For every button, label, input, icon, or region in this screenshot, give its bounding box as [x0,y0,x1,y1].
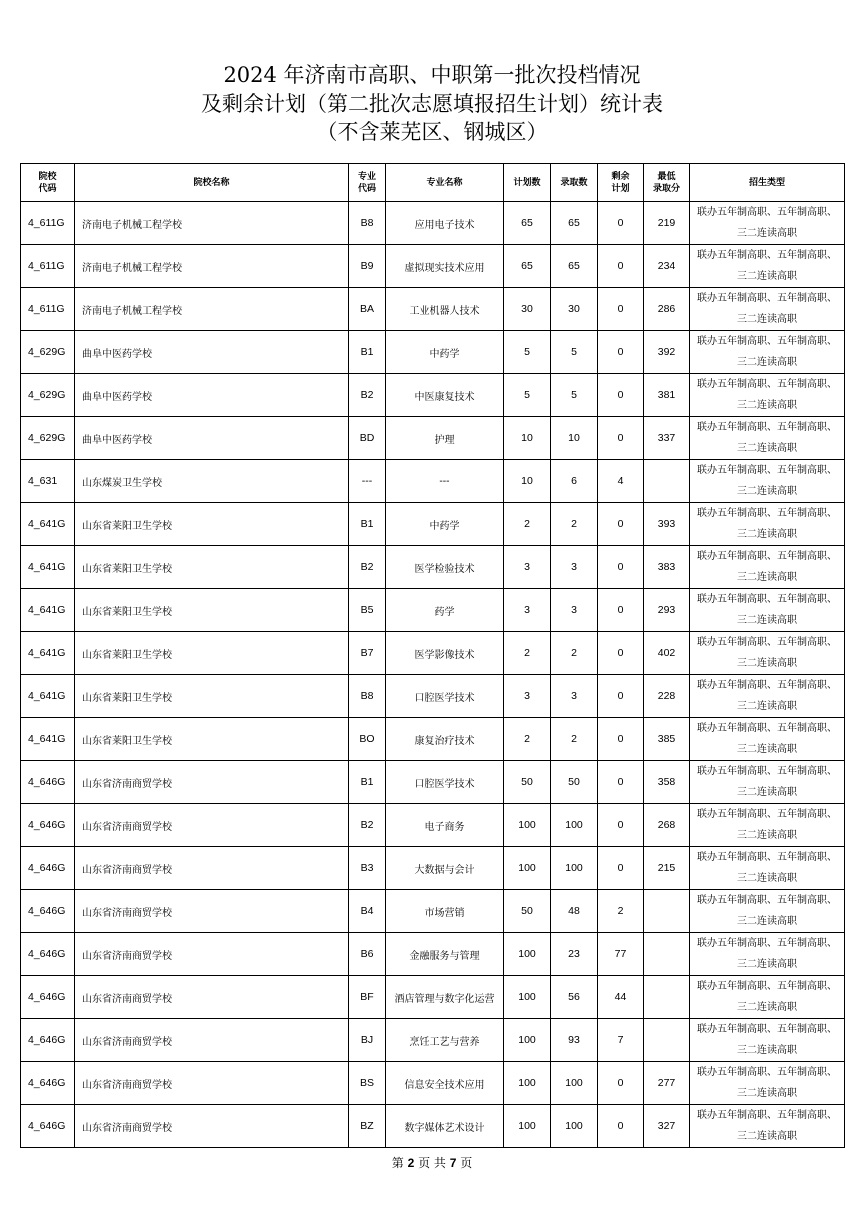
cell-school-code: 4_629G [21,374,75,417]
cell-major-name: 应用电子技术 [386,202,504,245]
cell-plan: 100 [504,1019,551,1062]
cell-min-score: 228 [644,675,690,718]
cell-major-code: BA [349,288,386,331]
cell-school-name: 山东煤炭卫生学校 [75,460,349,503]
cell-plan: 3 [504,546,551,589]
cell-type [690,245,845,288]
cell-major-name: 金融服务与管理 [386,933,504,976]
table-row [21,460,845,503]
cell-admitted: 3 [551,589,598,632]
cell-type [690,804,845,847]
cell-major-name: 大数据与会计 [386,847,504,890]
cell-admitted: 5 [551,374,598,417]
cell-type [690,374,845,417]
cell-school-code: 4_641G [21,718,75,761]
cell-type [690,761,845,804]
cell-remaining: 44 [598,976,644,1019]
type-line-1: 联办五年制高职、五年制高职、 [697,422,837,433]
type-line-2: 三二连读高职 [737,1088,797,1099]
cell-min-score: 277 [644,1062,690,1105]
cell-type [690,675,845,718]
cell-min-score: 402 [644,632,690,675]
cell-admitted: 2 [551,632,598,675]
cell-min-score: 286 [644,288,690,331]
cell-remaining: 0 [598,847,644,890]
cell-remaining: 0 [598,718,644,761]
footer-prefix: 第 [391,1156,408,1170]
cell-school-name: 济南电子机械工程学校 [75,202,349,245]
type-line-1: 联办五年制高职、五年制高职、 [697,594,837,605]
cell-major-name: 虚拟现实技术应用 [386,245,504,288]
cell-admitted: 3 [551,675,598,718]
header-school-code: 院校 代码 [21,164,75,202]
cell-school-code: 4_646G [21,1019,75,1062]
type-line-2: 三二连读高职 [737,486,797,497]
cell-school-name: 曲阜中医药学校 [75,417,349,460]
type-line-2: 三二连读高职 [737,357,797,368]
cell-school-code: 4_646G [21,976,75,1019]
cell-major-code: B2 [349,374,386,417]
type-line-1: 联办五年制高职、五年制高职、 [697,852,837,863]
table-row [21,933,845,976]
type-line-1: 联办五年制高职、五年制高职、 [697,508,837,519]
cell-plan: 50 [504,890,551,933]
cell-plan: 10 [504,417,551,460]
header-major-code: 专业 代码 [349,164,386,202]
cell-remaining: 0 [598,374,644,417]
cell-admitted: 100 [551,1105,598,1148]
cell-remaining: 4 [598,460,644,503]
cell-type [690,718,845,761]
header-min-score: 最低 录取分 [644,164,690,202]
table-row [21,761,845,804]
type-line-2: 三二连读高职 [737,615,797,626]
type-line-2: 三二连读高职 [737,400,797,411]
cell-plan: 3 [504,589,551,632]
cell-type [690,589,845,632]
cell-type [690,546,845,589]
cell-school-code: 4_641G [21,589,75,632]
cell-plan: 5 [504,331,551,374]
cell-remaining: 0 [598,546,644,589]
table-row [21,1105,845,1148]
cell-plan: 65 [504,202,551,245]
cell-plan: 100 [504,847,551,890]
cell-major-code: B4 [349,890,386,933]
cell-school-name: 山东省莱阳卫生学校 [75,718,349,761]
cell-min-score: 385 [644,718,690,761]
cell-school-code: 4_641G [21,632,75,675]
cell-type [690,933,845,976]
type-line-2: 三二连读高职 [737,314,797,325]
cell-major-name: 电子商务 [386,804,504,847]
table-row [21,245,845,288]
cell-type [690,417,845,460]
cell-min-score: 392 [644,331,690,374]
cell-school-name: 山东省济南商贸学校 [75,1019,349,1062]
cell-major-name: 中医康复技术 [386,374,504,417]
table-header-row [21,164,845,202]
cell-school-name: 济南电子机械工程学校 [75,288,349,331]
admission-table [20,163,845,1148]
cell-major-name: 医学检验技术 [386,546,504,589]
type-line-2: 三二连读高职 [737,830,797,841]
cell-major-name: 中药学 [386,503,504,546]
table-row [21,1062,845,1105]
table-row [21,331,845,374]
cell-school-code: 4_629G [21,417,75,460]
table-row [21,503,845,546]
cell-school-name: 济南电子机械工程学校 [75,245,349,288]
cell-major-name: 康复治疗技术 [386,718,504,761]
cell-major-code: B2 [349,804,386,847]
cell-admitted: 23 [551,933,598,976]
cell-major-code: B1 [349,761,386,804]
cell-type [690,288,845,331]
cell-admitted: 100 [551,804,598,847]
type-line-2: 三二连读高职 [737,959,797,970]
cell-school-name: 山东省济南商贸学校 [75,804,349,847]
cell-min-score [644,933,690,976]
footer-suffix: 页 [456,1156,473,1170]
cell-type [690,1019,845,1062]
cell-type [690,976,845,1019]
table-row [21,417,845,460]
cell-major-code: B2 [349,546,386,589]
cell-remaining: 0 [598,288,644,331]
cell-plan: 30 [504,288,551,331]
cell-remaining: 0 [598,632,644,675]
table-row [21,1019,845,1062]
type-line-2: 三二连读高职 [737,916,797,927]
cell-major-name: 信息安全技术应用 [386,1062,504,1105]
cell-school-name: 山东省济南商贸学校 [75,890,349,933]
type-line-1: 联办五年制高职、五年制高职、 [697,637,837,648]
cell-type [690,632,845,675]
cell-min-score [644,460,690,503]
type-line-1: 联办五年制高职、五年制高职、 [697,1024,837,1035]
cell-admitted: 3 [551,546,598,589]
type-line-1: 联办五年制高职、五年制高职、 [697,207,837,218]
cell-major-name: 药学 [386,589,504,632]
cell-min-score: 234 [644,245,690,288]
cell-min-score: 393 [644,503,690,546]
cell-plan: 100 [504,976,551,1019]
cell-school-name: 山东省莱阳卫生学校 [75,589,349,632]
cell-remaining: 0 [598,417,644,460]
type-line-1: 联办五年制高职、五年制高职、 [697,809,837,820]
footer-middle: 页 共 [414,1156,450,1170]
cell-major-code: BD [349,417,386,460]
cell-admitted: 65 [551,202,598,245]
cell-school-code: 4_646G [21,1105,75,1148]
cell-plan: 50 [504,761,551,804]
cell-major-code: B5 [349,589,386,632]
cell-major-code: B7 [349,632,386,675]
cell-school-name: 山东省济南商贸学校 [75,933,349,976]
cell-major-name: 市场营销 [386,890,504,933]
page-title-line-3: （不含莱芜区、钢城区） [316,120,548,144]
cell-school-code: 4_646G [21,804,75,847]
cell-major-name: 口腔医学技术 [386,675,504,718]
type-line-1: 联办五年制高职、五年制高职、 [697,1067,837,1078]
type-line-2: 三二连读高职 [737,529,797,540]
cell-remaining: 7 [598,1019,644,1062]
cell-major-code: B8 [349,202,386,245]
cell-school-name: 山东省莱阳卫生学校 [75,503,349,546]
cell-min-score: 383 [644,546,690,589]
cell-remaining: 0 [598,589,644,632]
cell-type [690,1105,845,1148]
cell-type [690,331,845,374]
cell-school-name: 山东省济南商贸学校 [75,761,349,804]
cell-major-code: BJ [349,1019,386,1062]
cell-major-code: --- [349,460,386,503]
type-line-2: 三二连读高职 [737,1002,797,1013]
cell-min-score: 268 [644,804,690,847]
table-row [21,546,845,589]
cell-admitted: 48 [551,890,598,933]
footer-page-number: 2 [407,1156,415,1170]
cell-school-code: 4_641G [21,503,75,546]
cell-plan: 2 [504,718,551,761]
cell-remaining: 0 [598,675,644,718]
cell-remaining: 0 [598,245,644,288]
cell-school-code: 4_631 [21,460,75,503]
cell-admitted: 93 [551,1019,598,1062]
cell-school-name: 山东省莱阳卫生学校 [75,632,349,675]
cell-major-code: B1 [349,503,386,546]
cell-plan: 5 [504,374,551,417]
cell-remaining: 0 [598,761,644,804]
cell-school-name: 曲阜中医药学校 [75,374,349,417]
cell-min-score: 293 [644,589,690,632]
type-line-2: 三二连读高职 [737,1131,797,1142]
cell-type [690,1062,845,1105]
cell-min-score [644,890,690,933]
cell-plan: 100 [504,1105,551,1148]
type-line-1: 联办五年制高职、五年制高职、 [697,895,837,906]
cell-school-code: 4_611G [21,202,75,245]
cell-remaining: 0 [598,503,644,546]
cell-major-code: B8 [349,675,386,718]
type-line-2: 三二连读高职 [737,701,797,712]
type-line-2: 三二连读高职 [737,1045,797,1056]
cell-school-name: 山东省济南商贸学校 [75,976,349,1019]
cell-admitted: 65 [551,245,598,288]
page-title-line-2: 及剩余计划（第二批次志愿填报招生计划）统计表 [201,92,663,116]
cell-admitted: 10 [551,417,598,460]
cell-min-score: 337 [644,417,690,460]
cell-min-score: 327 [644,1105,690,1148]
cell-min-score [644,976,690,1019]
cell-major-code: B3 [349,847,386,890]
cell-major-name: 工业机器人技术 [386,288,504,331]
cell-type [690,503,845,546]
cell-major-code: B9 [349,245,386,288]
page-footer [0,1154,864,1171]
type-line-1: 联办五年制高职、五年制高职、 [697,680,837,691]
cell-plan: 10 [504,460,551,503]
cell-remaining: 0 [598,202,644,245]
cell-school-name: 山东省济南商贸学校 [75,1062,349,1105]
type-line-2: 三二连读高职 [737,271,797,282]
type-line-1: 联办五年制高职、五年制高职、 [697,723,837,734]
cell-admitted: 100 [551,1062,598,1105]
header-plan: 计划数 [504,164,551,202]
cell-remaining: 2 [598,890,644,933]
cell-admitted: 100 [551,847,598,890]
cell-school-name: 山东省济南商贸学校 [75,847,349,890]
cell-school-name: 山东省莱阳卫生学校 [75,675,349,718]
cell-school-code: 4_611G [21,288,75,331]
cell-major-name: --- [386,460,504,503]
cell-admitted: 2 [551,503,598,546]
cell-min-score: 358 [644,761,690,804]
page-title-line-1: 2024 年济南市高职、中职第一批次投档情况 [223,63,641,87]
cell-school-code: 4_611G [21,245,75,288]
header-major-name: 专业名称 [386,164,504,202]
cell-plan: 100 [504,804,551,847]
cell-admitted: 6 [551,460,598,503]
cell-major-code: BS [349,1062,386,1105]
footer-total-pages: 7 [449,1156,457,1170]
cell-major-code: B6 [349,933,386,976]
type-line-1: 联办五年制高职、五年制高职、 [697,551,837,562]
type-line-1: 联办五年制高职、五年制高职、 [697,336,837,347]
header-remaining: 剩余 计划 [598,164,644,202]
cell-remaining: 0 [598,804,644,847]
cell-school-code: 4_646G [21,847,75,890]
cell-type [690,460,845,503]
cell-admitted: 2 [551,718,598,761]
cell-plan: 65 [504,245,551,288]
cell-major-name: 口腔医学技术 [386,761,504,804]
type-line-1: 联办五年制高职、五年制高职、 [697,250,837,261]
table-row [21,589,845,632]
cell-admitted: 50 [551,761,598,804]
cell-school-code: 4_641G [21,675,75,718]
type-line-2: 三二连读高职 [737,658,797,669]
type-line-2: 三二连读高职 [737,787,797,798]
cell-min-score: 219 [644,202,690,245]
cell-major-name: 医学影像技术 [386,632,504,675]
cell-major-code: B1 [349,331,386,374]
table-row [21,202,845,245]
type-line-1: 联办五年制高职、五年制高职、 [697,981,837,992]
cell-plan: 3 [504,675,551,718]
cell-major-name: 酒店管理与数字化运营 [386,976,504,1019]
type-line-2: 三二连读高职 [737,443,797,454]
cell-type [690,890,845,933]
cell-major-name: 护理 [386,417,504,460]
cell-school-code: 4_641G [21,546,75,589]
header-type: 招生类型 [690,164,845,202]
cell-school-code: 4_629G [21,331,75,374]
cell-major-code: BZ [349,1105,386,1148]
cell-school-code: 4_646G [21,761,75,804]
cell-type [690,847,845,890]
cell-remaining: 0 [598,331,644,374]
type-line-1: 联办五年制高职、五年制高职、 [697,938,837,949]
cell-min-score: 215 [644,847,690,890]
type-line-1: 联办五年制高职、五年制高职、 [697,293,837,304]
cell-major-name: 数字媒体艺术设计 [386,1105,504,1148]
cell-school-name: 曲阜中医药学校 [75,331,349,374]
type-line-2: 三二连读高职 [737,572,797,583]
cell-major-code: BF [349,976,386,1019]
cell-min-score: 381 [644,374,690,417]
cell-plan: 2 [504,632,551,675]
table-row [21,890,845,933]
type-line-1: 联办五年制高职、五年制高职、 [697,379,837,390]
cell-type [690,202,845,245]
cell-remaining: 77 [598,933,644,976]
table-row [21,288,845,331]
type-line-2: 三二连读高职 [737,873,797,884]
type-line-1: 联办五年制高职、五年制高职、 [697,465,837,476]
table-row [21,718,845,761]
cell-school-code: 4_646G [21,890,75,933]
cell-major-name: 中药学 [386,331,504,374]
cell-school-name: 山东省莱阳卫生学校 [75,546,349,589]
cell-admitted: 56 [551,976,598,1019]
header-admitted: 录取数 [551,164,598,202]
type-line-2: 三二连读高职 [737,228,797,239]
cell-plan: 100 [504,933,551,976]
table-row [21,847,845,890]
cell-admitted: 5 [551,331,598,374]
cell-plan: 2 [504,503,551,546]
cell-min-score [644,1019,690,1062]
table-row [21,374,845,417]
cell-school-code: 4_646G [21,1062,75,1105]
table-row [21,675,845,718]
header-school-name: 院校名称 [75,164,349,202]
cell-major-name: 烹饪工艺与营养 [386,1019,504,1062]
cell-admitted: 30 [551,288,598,331]
type-line-1: 联办五年制高职、五年制高职、 [697,1110,837,1121]
cell-remaining: 0 [598,1105,644,1148]
type-line-1: 联办五年制高职、五年制高职、 [697,766,837,777]
table-row [21,804,845,847]
cell-school-name: 山东省济南商贸学校 [75,1105,349,1148]
table-row [21,976,845,1019]
cell-remaining: 0 [598,1062,644,1105]
cell-school-code: 4_646G [21,933,75,976]
type-line-2: 三二连读高职 [737,744,797,755]
table-body [21,202,845,1148]
cell-major-code: BO [349,718,386,761]
table-row [21,632,845,675]
cell-plan: 100 [504,1062,551,1105]
